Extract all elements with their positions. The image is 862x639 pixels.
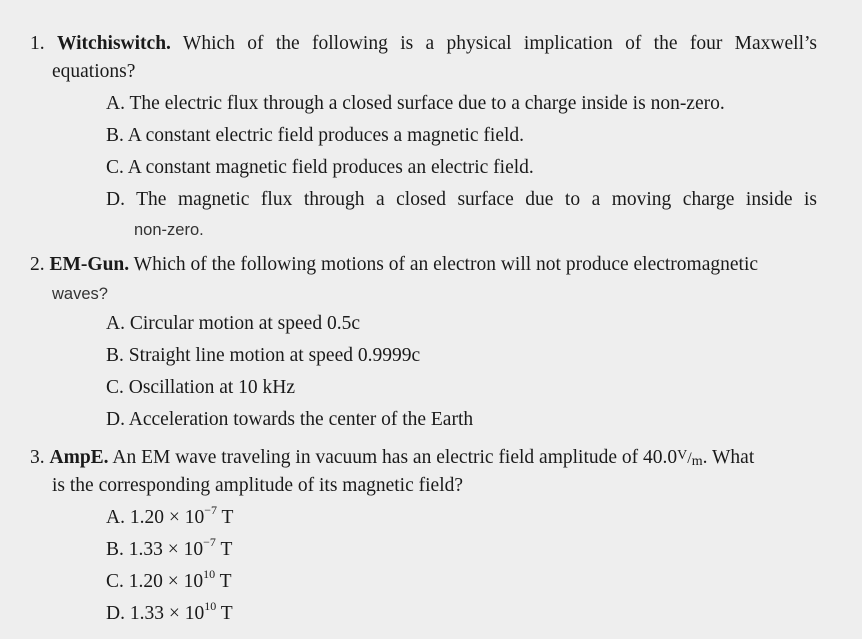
q2-option-b[interactable]: [106, 344, 420, 368]
q1-option-a-letter: A.: [106, 93, 125, 114]
q1-option-d[interactable]: [106, 188, 817, 212]
q1-stem-text: Which of the following is a physical implication of the four Maxwell’s: [182, 33, 817, 54]
q3-unit-separator: /: [687, 450, 692, 467]
q3-option-b[interactable]: [106, 534, 233, 562]
q3-unit-volts-per-meter: [677, 450, 702, 467]
q2-option-d[interactable]: [106, 408, 473, 432]
q1-stem-line1: [30, 32, 817, 56]
q3-option-a[interactable]: [106, 502, 234, 530]
q3-option-a-exponent: −7: [204, 502, 217, 517]
q1-stem-line2: equations?: [52, 61, 136, 82]
q2-option-d-text: Acceleration towards the center of the Earth: [128, 409, 474, 430]
q2-option-d-letter: D.: [106, 409, 125, 430]
q3-stem-text: An EM wave traveling in vacuum has an electric field amplitude of 40.0: [112, 447, 678, 468]
q3-option-a-mantissa: 1.20 × 10: [129, 507, 205, 528]
q3-option-d[interactable]: [106, 598, 233, 626]
q1-option-c[interactable]: [106, 156, 534, 180]
q1-option-a[interactable]: [106, 92, 725, 116]
q1-option-d-letter: D.: [106, 189, 125, 210]
q3-option-a-unit: T: [221, 507, 234, 528]
q3-title: AmpE.: [49, 447, 109, 468]
q1-option-b-letter: B.: [106, 125, 124, 146]
q3-option-b-unit: T: [220, 539, 233, 560]
q2-stem-line2: waves?: [52, 285, 108, 303]
q2-option-c[interactable]: [106, 376, 295, 400]
q3-option-d-unit: T: [220, 603, 233, 624]
q2-stem-text: Which of the following motions of an electron will not produce electromagnetic: [133, 254, 759, 275]
q3-option-a-letter: A.: [106, 507, 125, 528]
q2-option-c-text: Oscillation at 10 kHz: [128, 377, 296, 398]
q3-stem-tail: . What: [702, 447, 755, 468]
q2-option-a-letter: A.: [106, 313, 125, 334]
q2-number: 2.: [30, 254, 45, 275]
q3-option-d-letter: D.: [106, 603, 125, 624]
q3-option-c-letter: C.: [106, 571, 124, 592]
q3-option-c-exponent: 10: [203, 566, 216, 581]
q3-option-d-exponent: 10: [204, 598, 217, 613]
q3-option-c-unit: T: [219, 571, 232, 592]
q3-option-c-mantissa: 1.20 × 10: [128, 571, 204, 592]
q1-option-c-letter: C.: [106, 157, 124, 178]
q1-number: 1.: [30, 33, 45, 54]
q2-option-a-text: Circular motion at speed 0.5c: [129, 313, 360, 334]
q2-title: EM-Gun.: [49, 254, 130, 275]
q3-number: 3.: [30, 447, 45, 468]
q3-unit-numerator: V: [677, 448, 688, 463]
q2-stem-line1: [30, 253, 758, 277]
q1-option-c-text: A constant magnetic field produces an electric field.: [127, 157, 534, 178]
q1-title: Witchiswitch.: [56, 33, 171, 54]
q1-option-d-continuation: non-zero.: [134, 221, 204, 239]
q1-option-a-text: The electric flux through a closed surface due to a charge inside is non-zero.: [129, 93, 725, 114]
q3-unit-denominator: m: [691, 454, 703, 469]
q2-option-b-letter: B.: [106, 345, 124, 366]
q1-option-b[interactable]: [106, 124, 524, 148]
q3-option-c[interactable]: [106, 566, 232, 594]
q3-option-b-mantissa: 1.33 × 10: [128, 539, 204, 560]
q2-option-b-text: Straight line motion at speed 0.9999c: [128, 345, 421, 366]
q3-stem-line2: is the corresponding amplitude of its magnetic field?: [52, 475, 464, 496]
q1-option-b-text: A constant electric field produces a magnetic field.: [127, 125, 525, 146]
q2-option-c-letter: C.: [106, 377, 124, 398]
q2-option-a[interactable]: [106, 312, 360, 336]
q1-option-d-text: The magnetic flux through a closed surface due to a moving charge inside is: [136, 189, 817, 210]
q3-stem-line1: [30, 446, 754, 472]
q3-option-d-mantissa: 1.33 × 10: [129, 603, 205, 624]
q3-option-b-letter: B.: [106, 539, 124, 560]
q3-option-b-exponent: −7: [203, 534, 216, 549]
